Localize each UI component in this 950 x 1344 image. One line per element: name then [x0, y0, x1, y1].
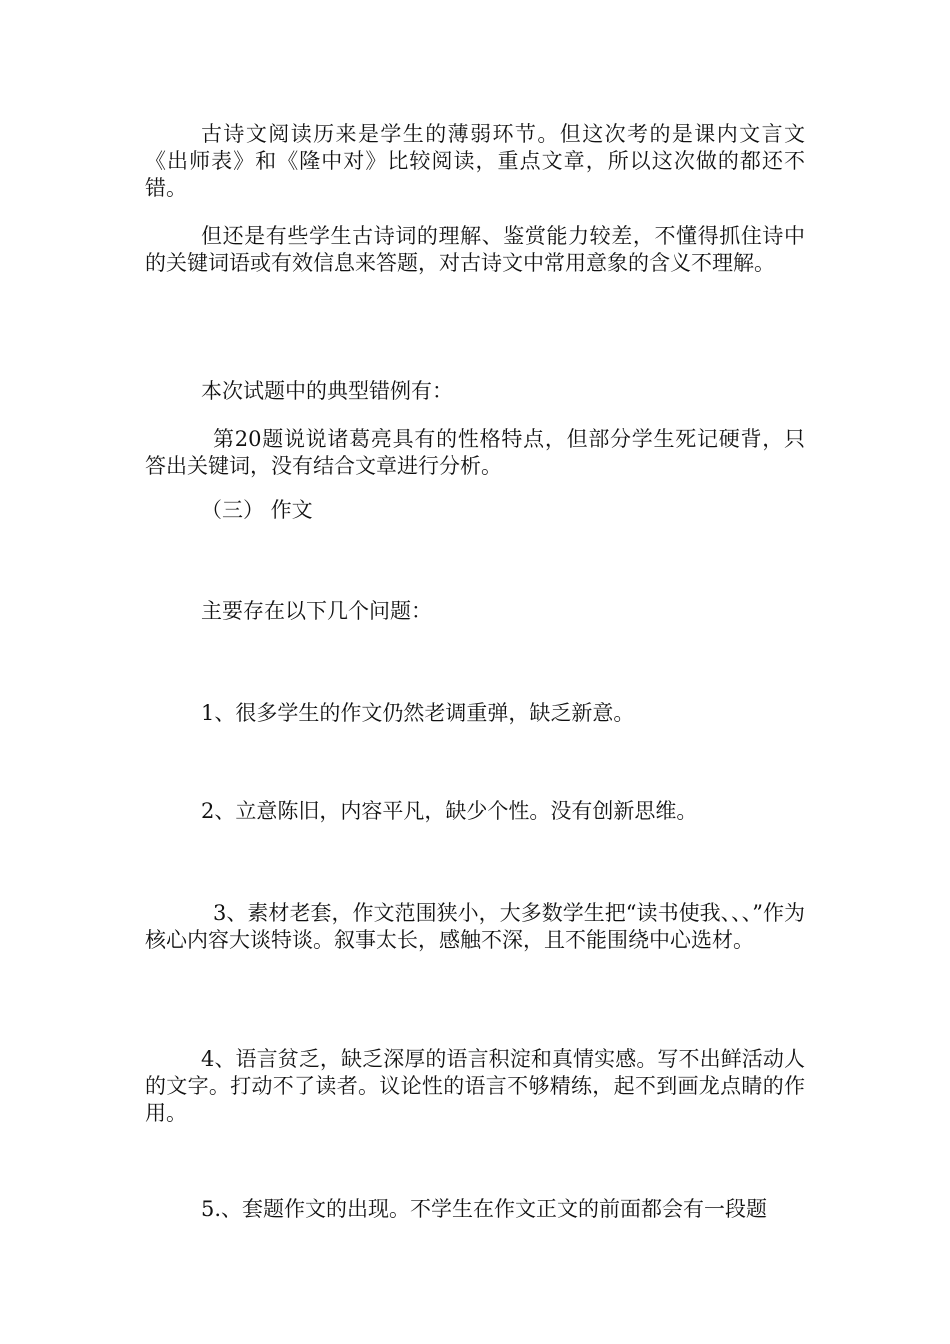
list-item-1: 1、很多学生的作文仍然老调重弹，缺乏新意。: [201, 701, 635, 725]
paragraph-weakness: 但还是有些学生古诗词的理解、鉴赏能力较差，不懂得抓住诗中的关键词语或有效信息来答题，对古诗文中常用意象的含义不理解。: [145, 224, 805, 275]
list-item-3: 3、素材老套，作文范围狭小，大多数学生把“读书使我、、、”作为核心内容大谈特谈。叙事太长，感触不深，且不能围绕中心选材。: [145, 901, 805, 952]
paragraph-classical-reading: 古诗文阅读历来是学生的薄弱环节。但这次考的是课内文言文《出师表》和《隆中对》比较阅读，重点文章，所以这次做的都还不错。: [145, 122, 805, 200]
paragraph-problems-intro: 主要存在以下几个问题：: [201, 599, 432, 623]
paragraph-question-20: 第20题说说诸葛亮具有的性格特点，但部分学生死记硬背，只答出关键词，没有结合文章进行分析。: [145, 427, 805, 478]
list-item-4: 4、语言贫乏，缺乏深厚的语言积淀和真情实感。写不出鲜活动人的文字。打动不了读者。议论性的语言不够精练，起不到画龙点睛的作用。: [145, 1047, 805, 1125]
list-item-5: 5.、套题作文的出现。不学生在作文正文的前面都会有一段题: [201, 1197, 768, 1221]
section-heading-composition: （三） 作文: [201, 498, 313, 522]
paragraph-typical-errors-heading: 本次试题中的典型错例有：: [201, 379, 453, 403]
list-item-2: 2、立意陈旧，内容平凡，缺少个性。没有创新思维。: [201, 799, 698, 823]
